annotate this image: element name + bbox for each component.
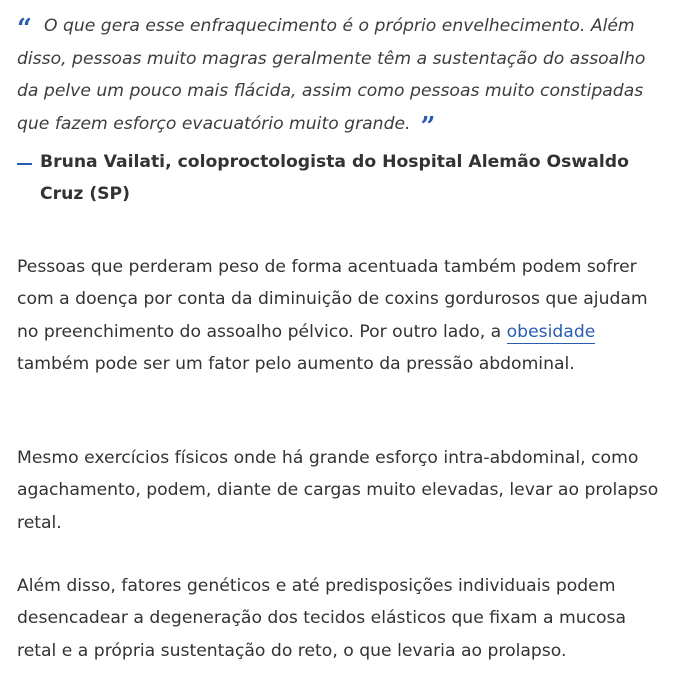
attribution-dash-icon [17,163,32,165]
close-quote-icon: ” [420,111,436,142]
paragraph-1-text-before-link: Pessoas que perderam peso de forma acentuada também podem sofrer com a doença por conta da diminuição de coxins gordurosos que ajudam no preenchimento do assoalho pélvico. Por outro lado, a [17,257,648,342]
obesidade-link[interactable]: obesidade [506,321,596,342]
quote-text-container [17,10,647,140]
quote-text: O que gera esse enfraquecimento é o próprio envelhecimento. Além disso, pessoas muito magras geralmente têm a sustentação do assoalho da pelve um pouco mais flácida, assim como pessoas muito constipadas que fazem esforço evacuatório muito grande. [17,16,646,134]
paragraph-1 [17,251,667,380]
quote-attribution [17,146,637,210]
paragraph-2: Mesmo exercícios físicos onde há grande esforço intra-abdominal, como agachamento, podem, diante de cargas muito elevadas, levar ao prolapso retal. [17,448,659,533]
paragraph-1-text-after-link: também pode ser um fator pelo aumento da pressão abdominal. [17,353,575,374]
pull-quote [17,10,647,140]
paragraph-3: Além disso, fatores genéticos e até predisposições individuais podem desencadear a degeneração dos tecidos elásticos que fixam a mucosa retal e a própria sustentação do reto, o que levaria ao prolapso. [17,576,627,661]
attribution-text: Bruna Vailati, coloproctologista do Hospital Alemão Oswaldo Cruz (SP) [40,152,629,204]
open-quote-icon: “ [17,14,32,44]
